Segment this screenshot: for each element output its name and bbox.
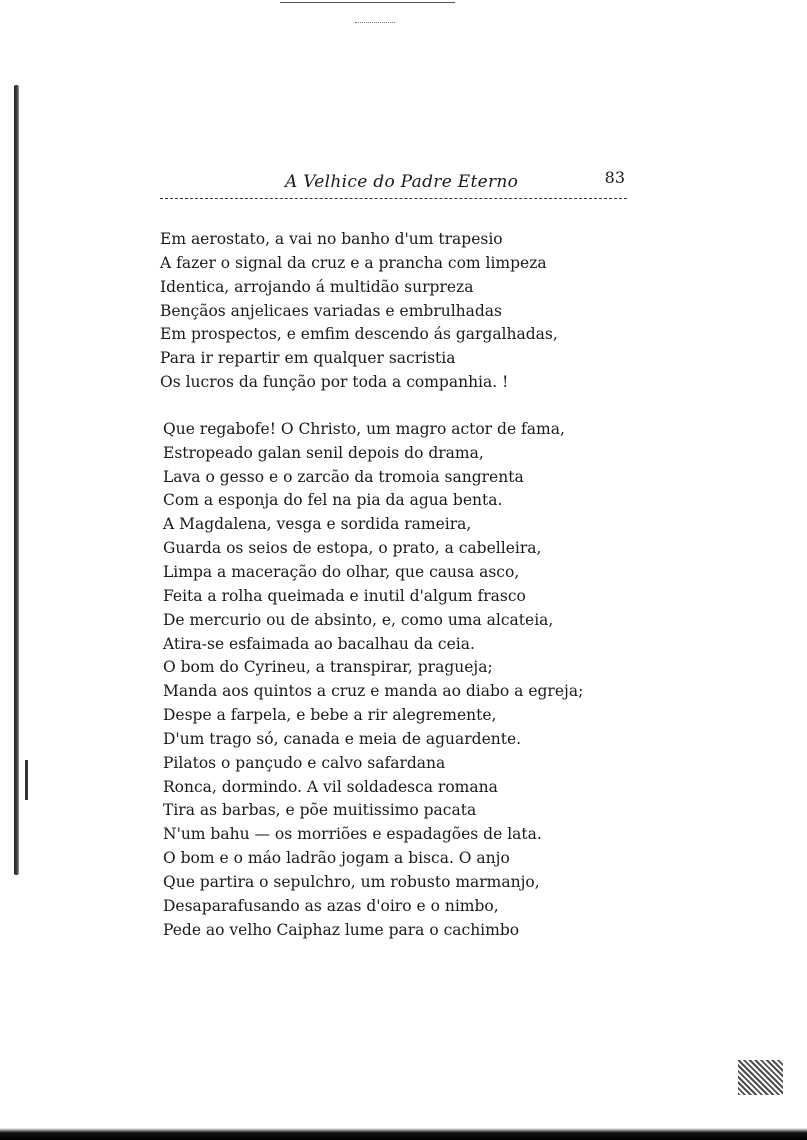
verse-line: Pilatos o pançudo e calvo safardana: [163, 753, 446, 772]
verse-line: Para ir repartir em qualquer sacristia: [160, 349, 456, 368]
verse-line: A Magdalena, vesga e sordida rameira,: [163, 515, 472, 534]
verse-line: D'um trago só, canada e meia de aguardente.: [163, 729, 522, 748]
verse-line: Manda aos quintos a cruz e manda ao diabo a egreja;: [163, 682, 584, 701]
verse-line: N'um bahu — os morriões e espadagões de lata.: [163, 825, 542, 844]
verse-line: Atira-se esfaimada ao bacalhau da ceia.: [163, 634, 475, 653]
verse-line: Lava o gesso e o zarcão da tromoia sangrenta: [163, 467, 524, 486]
stanza-2: [160, 418, 630, 943]
verse-line: Pede ao velho Caiphaz lume para o cachimbo: [163, 920, 520, 939]
verse-line: O bom do Cyrineu, a transpirar, pragueja;: [163, 658, 493, 677]
verse-line: Estropeado galan senil depois do drama,: [163, 443, 484, 462]
verse-line: Os lucros da função por toda a companhia. !: [160, 373, 509, 392]
verse-line: A fazer o signal da cruz e a prancha com limpeza: [160, 253, 547, 272]
verse-line: Em aerostato, a vai no banho d'um trapesio: [160, 230, 503, 248]
verse-line: Guarda os seios de estopa, o prato, a cabelleira,: [163, 539, 542, 558]
verse-line: O bom e o máo ladrão jogam a bisca. O anjo: [163, 849, 510, 868]
binding-edge: [14, 85, 19, 875]
poem-body: [160, 228, 630, 942]
verse-line: Com a esponja do fel na pia da agua benta.: [163, 491, 503, 510]
verse-line: Que partira o sepulchro, um robusto marmanjo,: [163, 872, 540, 891]
verse-line: Bençãos anjelicaes variadas e embrulhadas: [160, 301, 503, 320]
verse-line: Feita a rolha queimada e inutil d'algum frasco: [163, 586, 526, 605]
stanza-1: [160, 228, 630, 395]
scan-corner-mark: [738, 1060, 783, 1095]
verse-line: Limpa a maceração do olhar, que causa asco,: [163, 562, 520, 581]
header-title: A Velhice do Padre Eterno: [285, 172, 519, 192]
verse-line: Identica, arrojando á multidão surpreza: [160, 277, 474, 296]
binding-mark: [25, 760, 28, 800]
verse-line: Despe a farpela, e bebe a rir alegremente,: [163, 706, 497, 725]
verse-line: Em prospectos, e emfim descendo ás gargalhadas,: [160, 325, 558, 344]
verse-line: Ronca, dormindo. A vil soldadesca romana: [163, 777, 498, 796]
page-bottom-edge: [0, 1128, 807, 1140]
verse-line: Que regabofe! O Christo, um magro actor de fama,: [163, 419, 565, 438]
verse-line: De mercurio ou de absinto, e, como uma alcateia,: [163, 610, 554, 629]
running-header: [160, 168, 627, 199]
page-number: 83: [604, 168, 625, 187]
top-dots: [355, 22, 395, 23]
top-rule: [280, 2, 455, 3]
verse-line: Desaparafusando as azas d'oiro e o nimbo,: [163, 896, 499, 915]
verse-line: Tira as barbas, e põe muitissimo pacata: [163, 801, 477, 820]
